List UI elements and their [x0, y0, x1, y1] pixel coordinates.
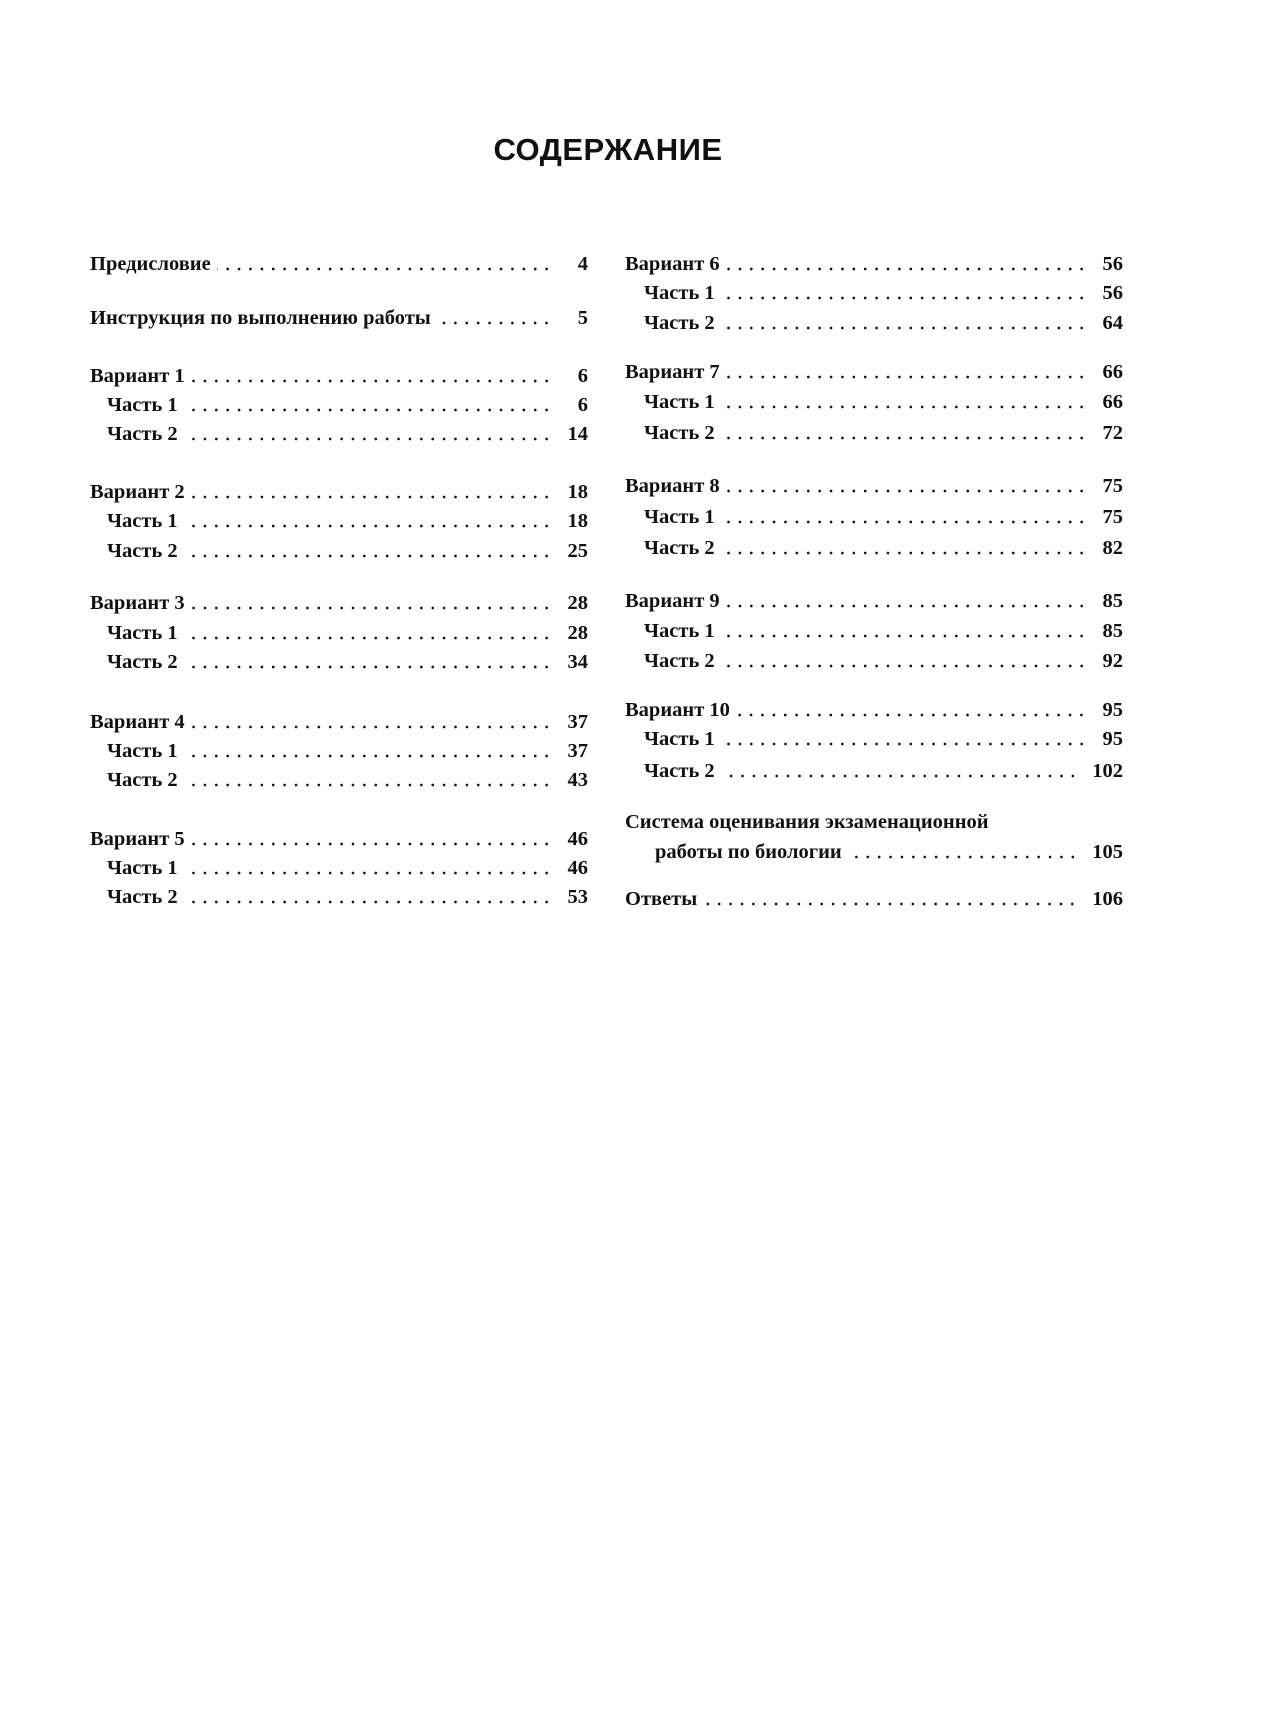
toc-entry-page-number: 66 — [1102, 391, 1123, 413]
toc-entry-page-number: 72 — [1102, 422, 1123, 444]
dot-leader — [184, 871, 552, 875]
toc-entry-label: Вариант 10 — [625, 699, 730, 721]
toc-entry-page-number: 34 — [567, 651, 588, 673]
toc-entry[interactable] — [90, 590, 588, 616]
toc-entry[interactable] — [625, 473, 1123, 499]
toc-entry-page-number: 95 — [1102, 699, 1123, 721]
toc-entry-page-number: 85 — [1102, 590, 1123, 612]
dot-leader — [191, 842, 552, 846]
toc-entry-label: Вариант 7 — [625, 361, 720, 383]
toc-entry[interactable] — [90, 251, 588, 277]
toc-entry-label: Часть 1 — [107, 622, 178, 644]
toc-entry[interactable] — [90, 363, 588, 389]
toc-entry[interactable] — [107, 508, 588, 534]
toc-entry-label: Часть 1 — [107, 740, 178, 762]
toc-entry-label: Часть 2 — [107, 540, 178, 562]
toc-entry-label: Часть 1 — [644, 391, 715, 413]
toc-entry[interactable] — [90, 826, 588, 852]
toc-entry-page-number: 6 — [577, 394, 588, 416]
toc-entry-label: Вариант 9 — [625, 590, 720, 612]
toc-entry-label: Часть 2 — [644, 760, 715, 782]
dot-leader — [721, 551, 1087, 555]
toc-entry-page-number: 56 — [1102, 253, 1123, 275]
toc-entry[interactable] — [644, 420, 1123, 446]
toc-entry-label: Часть 2 — [107, 886, 178, 908]
toc-entry[interactable] — [107, 649, 588, 675]
dot-leader — [703, 902, 1078, 906]
toc-entry-page-number: 106 — [1092, 888, 1123, 910]
toc-entry-page-number: 46 — [567, 857, 588, 879]
toc-entry-label: Часть 2 — [107, 651, 178, 673]
toc-entry-label: Часть 2 — [644, 537, 715, 559]
dot-leader — [721, 774, 1079, 778]
dot-leader — [726, 604, 1087, 608]
dot-leader — [184, 408, 552, 412]
toc-entry-page-number: 37 — [567, 740, 588, 762]
toc-entry-page-number: 75 — [1102, 506, 1123, 528]
toc-entry-label: Система оценивания экзаменационной — [625, 811, 989, 833]
toc-entry[interactable] — [644, 310, 1123, 336]
dot-leader — [184, 665, 552, 669]
dot-leader — [721, 436, 1087, 440]
toc-entry[interactable] — [644, 648, 1123, 674]
toc-entry-page-number: 28 — [567, 622, 588, 644]
toc-entry-page-number: 105 — [1092, 841, 1123, 863]
toc-entry-label: Ответы — [625, 888, 698, 910]
toc-entry[interactable] — [107, 620, 588, 646]
dot-leader — [721, 742, 1087, 746]
toc-entry-label: Часть 2 — [644, 650, 715, 672]
toc-entry[interactable] — [107, 538, 588, 564]
toc-entry-page-number: 6 — [577, 365, 588, 387]
toc-entry[interactable] — [644, 280, 1123, 306]
toc-entry-page-number: 102 — [1092, 760, 1123, 782]
dot-leader — [184, 437, 552, 441]
toc-entry[interactable] — [107, 855, 588, 881]
toc-entry-label: Предисловие — [90, 253, 211, 275]
toc-entry-label: Часть 2 — [644, 312, 715, 334]
toc-entry-page-number: 85 — [1102, 620, 1123, 642]
toc-entry-page-number: 4 — [577, 253, 588, 275]
toc-entry-page-number: 82 — [1102, 537, 1123, 559]
dot-leader — [191, 495, 552, 499]
toc-entry[interactable] — [107, 738, 588, 764]
toc-entry-page-number: 43 — [567, 769, 588, 791]
toc-entry-page-number: 25 — [567, 540, 588, 562]
toc-entry-page-number: 95 — [1102, 728, 1123, 750]
dot-leader — [721, 326, 1087, 330]
toc-entry-label: Часть 2 — [107, 769, 178, 791]
dot-leader — [848, 855, 1079, 859]
dot-leader — [437, 321, 552, 325]
toc-entry-page-number: 92 — [1102, 650, 1123, 672]
toc-entry-label: Часть 1 — [644, 728, 715, 750]
dot-leader — [726, 267, 1087, 271]
dot-leader — [726, 489, 1087, 493]
dot-leader — [726, 375, 1087, 379]
toc-entry-page-number: 46 — [567, 828, 588, 850]
dot-leader — [184, 783, 552, 787]
toc-entry-page-number: 18 — [567, 510, 588, 532]
toc-entry-label: Часть 1 — [644, 620, 715, 642]
toc-entry-label: Часть 1 — [644, 506, 715, 528]
toc-entry[interactable] — [644, 535, 1123, 561]
toc-entry[interactable] — [107, 884, 588, 910]
toc-entry-page-number: 28 — [567, 592, 588, 614]
toc-entry[interactable] — [644, 504, 1123, 530]
toc-entry-page-number: 37 — [567, 711, 588, 733]
toc-entry-page-number: 64 — [1102, 312, 1123, 334]
toc-entry-label: Часть 2 — [107, 423, 178, 445]
toc-entry-label: Вариант 6 — [625, 253, 720, 275]
toc-entry-page-number: 53 — [567, 886, 588, 908]
toc-entry-label: Вариант 3 — [90, 592, 185, 614]
dot-leader — [184, 636, 552, 640]
dot-leader — [191, 379, 552, 383]
toc-entry[interactable] — [107, 421, 588, 447]
toc-entry-page-number: 5 — [577, 307, 588, 329]
toc-entry[interactable] — [644, 389, 1123, 415]
toc-entry[interactable] — [644, 726, 1123, 752]
toc-entry[interactable] — [625, 809, 1123, 835]
dot-leader — [184, 754, 552, 758]
page-title: СОДЕРЖАНИЕ — [493, 132, 723, 167]
dot-leader — [721, 296, 1087, 300]
toc-entry[interactable] — [625, 251, 1123, 277]
toc-entry-label: работы по биологии — [655, 841, 842, 863]
toc-entry-page-number: 18 — [567, 481, 588, 503]
toc-entry-label: Вариант 5 — [90, 828, 185, 850]
toc-entry[interactable] — [625, 697, 1123, 723]
toc-entry[interactable] — [90, 479, 588, 505]
toc-entry-label: Часть 1 — [107, 394, 178, 416]
dot-leader — [217, 267, 552, 271]
toc-entry[interactable] — [107, 392, 588, 418]
toc-entry[interactable] — [644, 618, 1123, 644]
toc-entry[interactable] — [655, 839, 1123, 865]
toc-entry-label: Вариант 8 — [625, 475, 720, 497]
toc-entry-page-number: 56 — [1102, 282, 1123, 304]
dot-leader — [721, 520, 1087, 524]
toc-entry-label: Часть 1 — [644, 282, 715, 304]
toc-entry-label: Вариант 4 — [90, 711, 185, 733]
dot-leader — [184, 554, 552, 558]
toc-entry-label: Часть 1 — [107, 857, 178, 879]
dot-leader — [184, 900, 552, 904]
toc-entry[interactable] — [625, 588, 1123, 614]
toc-entry[interactable] — [90, 305, 588, 331]
toc-entry[interactable] — [90, 709, 588, 735]
toc-entry-label: Часть 1 — [107, 510, 178, 532]
toc-entry[interactable] — [625, 359, 1123, 385]
dot-leader — [191, 725, 552, 729]
dot-leader — [721, 634, 1087, 638]
toc-entry-label: Вариант 2 — [90, 481, 185, 503]
toc-entry[interactable] — [107, 767, 588, 793]
toc-entry[interactable] — [644, 758, 1123, 784]
toc-entry-page-number: 14 — [567, 423, 588, 445]
toc-entry-label: Часть 2 — [644, 422, 715, 444]
dot-leader — [184, 524, 552, 528]
dot-leader — [191, 606, 552, 610]
dot-leader — [721, 664, 1087, 668]
toc-entry[interactable] — [625, 886, 1123, 912]
toc-entry-label: Инструкция по выполнению работы — [90, 307, 431, 329]
toc-entry-page-number: 66 — [1102, 361, 1123, 383]
dot-leader — [736, 713, 1087, 717]
dot-leader — [721, 405, 1087, 409]
toc-entry-page-number: 75 — [1102, 475, 1123, 497]
toc-entry-label: Вариант 1 — [90, 365, 185, 387]
